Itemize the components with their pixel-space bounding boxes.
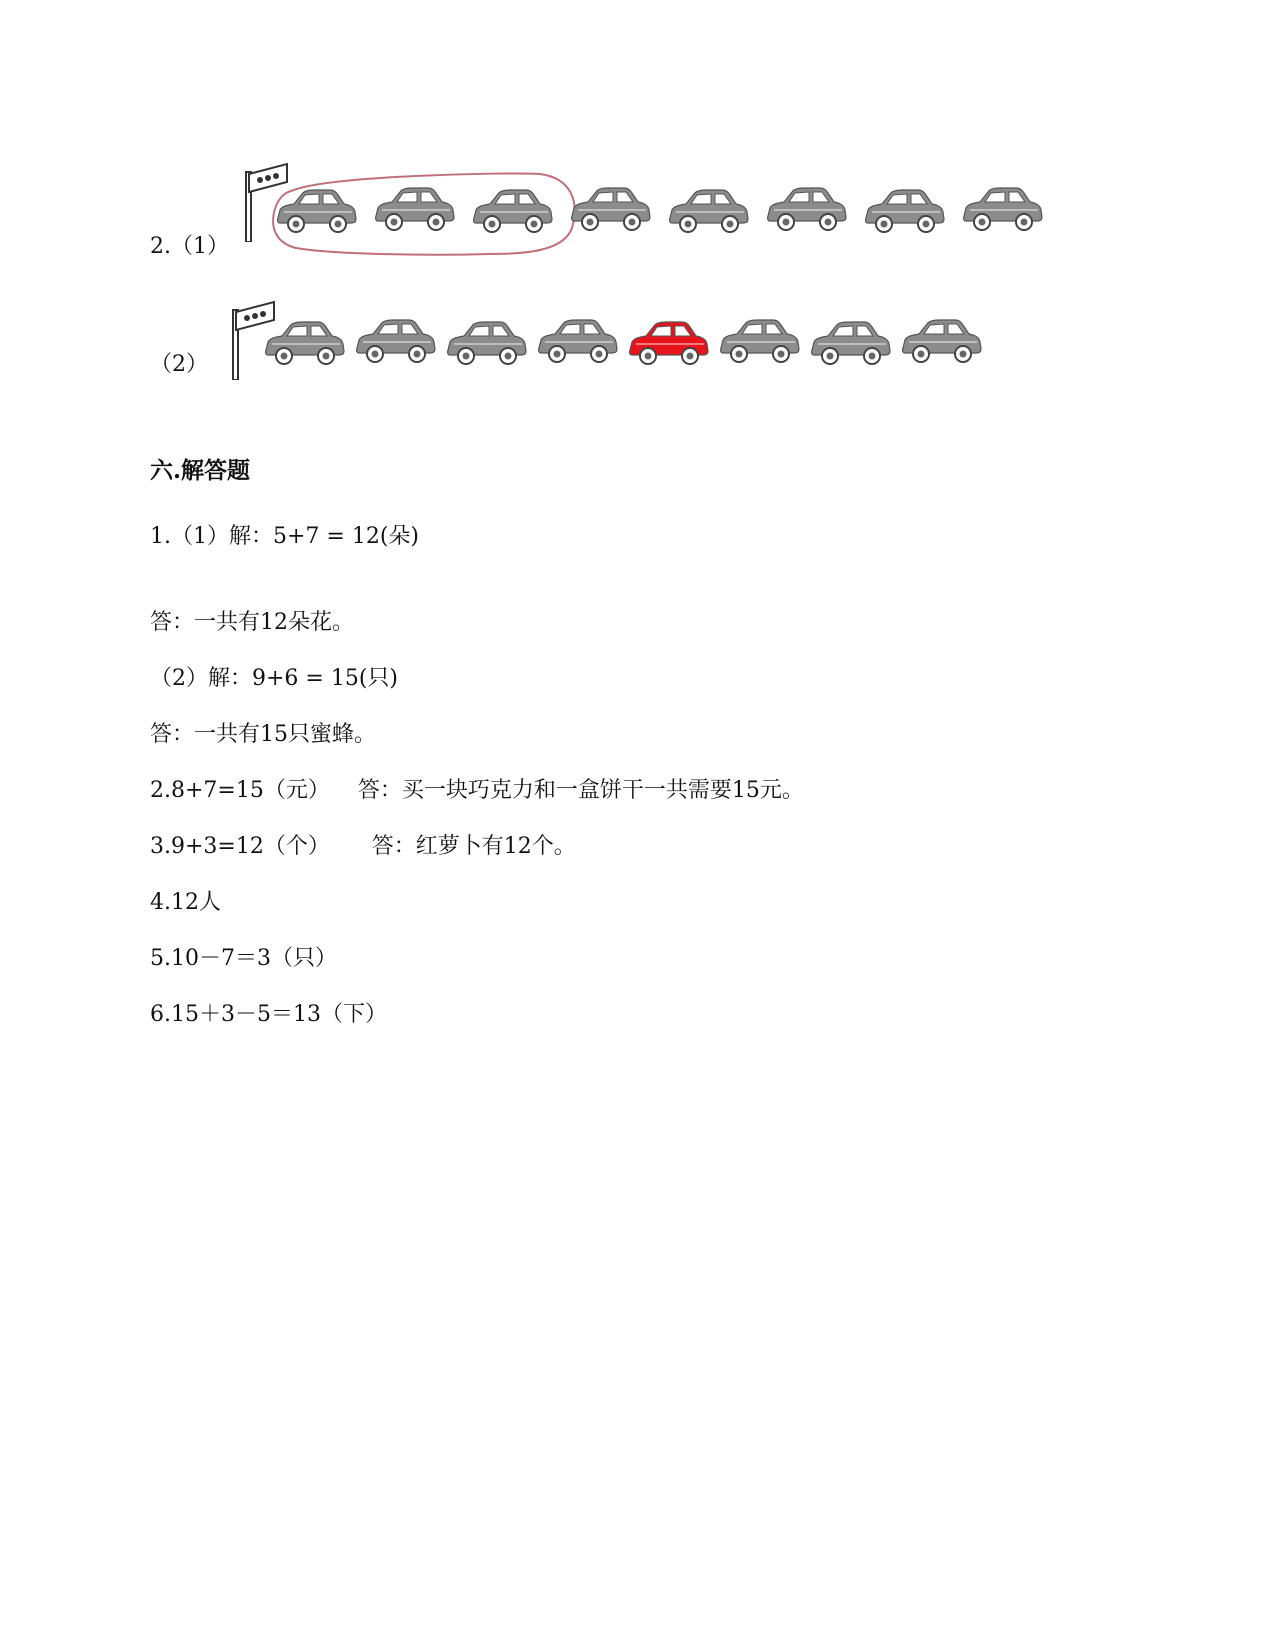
answer-line: 3.9+3=12（个） 答：红萝卜有12个。 xyxy=(150,834,576,859)
car-icon xyxy=(372,184,456,238)
answer-line: 4.12人 xyxy=(150,890,221,915)
car-icon xyxy=(262,318,346,372)
red-car-icon xyxy=(626,318,710,372)
answer-line: （2）解：9+6 = 15(只) xyxy=(150,666,399,691)
answer-line: 1.（1）解：5+7 = 12(朵) xyxy=(150,524,419,549)
car-icon xyxy=(960,184,1044,238)
car-icon xyxy=(444,318,528,372)
car-icon xyxy=(666,186,750,240)
q2-part1-label: 2.（1） xyxy=(150,234,229,259)
answer-line: 答：一共有15只蜜蜂。 xyxy=(150,722,376,747)
answer-line: 5.10－7＝3（只） xyxy=(150,946,337,971)
car-icon xyxy=(274,186,358,240)
car-icon xyxy=(535,316,619,370)
answer-line: 6.15＋3－5＝13（下） xyxy=(150,1002,387,1027)
car-icon xyxy=(717,316,801,370)
answer-line: 2.8+7=15（元） 答：买一块巧克力和一盒饼干一共需要15元。 xyxy=(150,778,804,803)
car-icon xyxy=(353,316,437,370)
car-icon xyxy=(899,316,983,370)
car-icon xyxy=(764,184,848,238)
car-icon xyxy=(470,186,554,240)
answer-line: 答：一共有12朵花。 xyxy=(150,610,354,635)
section-heading: 六.解答题 xyxy=(150,457,251,484)
q2-part2-label: （2） xyxy=(150,352,208,377)
car-icon xyxy=(568,184,652,238)
car-icon xyxy=(808,318,892,372)
car-icon xyxy=(862,186,946,240)
